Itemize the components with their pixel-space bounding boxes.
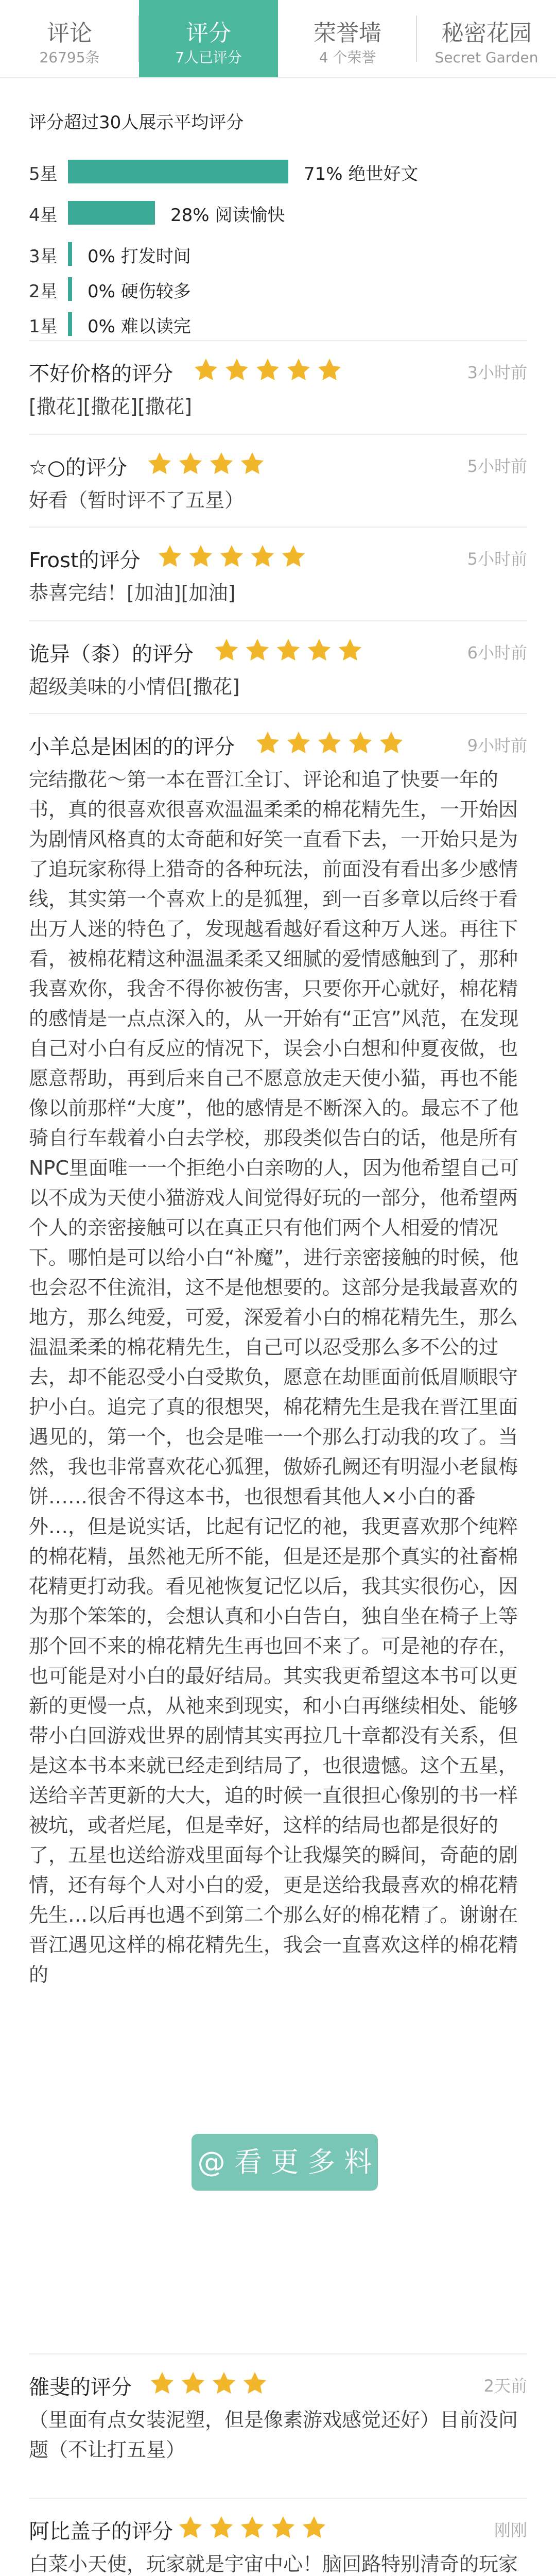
star-icon: [146, 450, 173, 477]
review-time: 刚刚: [494, 2520, 527, 2540]
reviewer-name[interactable]: 阿比盖子的评分: [29, 2520, 173, 2544]
review-divider: [29, 340, 527, 341]
review-item: [29, 355, 527, 421]
reviewer-name[interactable]: 小羊总是困困的的评分: [29, 735, 235, 759]
distribution-desc: 难以读完: [120, 316, 191, 337]
review-divider: [29, 434, 527, 435]
distribution-bar: [68, 242, 72, 266]
star-icon: [316, 357, 343, 383]
star-icon: [270, 2514, 297, 2541]
distribution-label: 2星: [29, 281, 58, 302]
review-header: [29, 449, 527, 480]
distribution-percent: [88, 277, 191, 302]
distribution-desc: 阅读愉快: [215, 205, 285, 226]
reviewer-name[interactable]: 不好价格的评分: [29, 362, 173, 386]
star-icon: [208, 2514, 235, 2541]
distribution-desc: 打发时间: [120, 246, 191, 267]
distribution-desc: 硬伤较多: [120, 281, 191, 302]
review-item: [29, 636, 527, 702]
distribution-bar: [68, 277, 72, 301]
tab-sub: 7人已评分: [175, 49, 242, 66]
distribution-bar: [68, 160, 288, 183]
review-time: 3小时前: [467, 363, 527, 382]
star-icon: [275, 637, 302, 664]
star-icon: [177, 2514, 204, 2541]
star-icon: [211, 2370, 237, 2397]
star-icon: [157, 543, 183, 570]
review-time: 6小时前: [467, 643, 527, 663]
tab-bar: [0, 0, 556, 77]
star-rating: [146, 450, 270, 477]
star-icon: [306, 637, 333, 664]
review-text: 白菜小天使，玩家就是宇宙中心！脑回路特别清奇的玩家: [29, 2553, 518, 2575]
star-rating: [149, 2370, 272, 2397]
tab-label: 评分: [186, 20, 231, 46]
review-item: [29, 2369, 527, 2465]
star-rating: [193, 357, 347, 383]
star-icon: [149, 2370, 176, 2397]
star-icon: [254, 357, 281, 383]
star-icon: [241, 2370, 268, 2397]
star-icon: [254, 730, 281, 756]
review-time: 5小时前: [467, 456, 527, 476]
distribution-label: 3星: [29, 246, 58, 267]
star-icon: [208, 450, 235, 477]
review-text: 恭喜完结！[加油][加油]: [29, 582, 236, 604]
review-header: [29, 542, 527, 573]
distribution-label: 4星: [29, 205, 58, 226]
distribution-percent-value: 71%: [304, 164, 343, 184]
distribution-percent: [304, 160, 418, 185]
review-text: （里面有点女装泥塑，但是像素游戏感觉还好）目前没问题（不让打五星）: [29, 2409, 518, 2461]
distribution-percent: [170, 201, 285, 226]
distribution-label: 5星: [29, 164, 58, 184]
tab-sub: Secret Garden: [435, 49, 538, 66]
star-icon: [187, 543, 214, 570]
star-rating: [157, 543, 311, 570]
star-icon: [239, 2514, 266, 2541]
star-icon: [285, 730, 312, 756]
star-icon: [223, 357, 250, 383]
distribution-row: [29, 239, 544, 270]
star-icon: [218, 543, 245, 570]
star-icon: [280, 543, 307, 570]
tab-label: 秘密花园: [441, 20, 532, 46]
review-header: [29, 728, 527, 759]
review-item: [29, 449, 527, 515]
distribution-percent-value: 0%: [88, 281, 115, 302]
review-header: [29, 355, 527, 386]
tab-underline: [0, 77, 556, 78]
reviewer-name[interactable]: 诡异（桼）的评分: [29, 642, 194, 666]
review-divider: [29, 527, 527, 528]
distribution-percent-value: 28%: [170, 205, 210, 226]
star-icon: [316, 730, 343, 756]
star-rating: [177, 2514, 332, 2541]
review-divider: [29, 713, 527, 714]
tab-ratings[interactable]: [139, 0, 278, 77]
distribution-row: [29, 157, 544, 188]
review-item: [29, 2513, 527, 2576]
star-icon: [378, 730, 405, 756]
reviewer-name[interactable]: 雒斐的评分: [29, 2376, 132, 2399]
star-icon: [180, 2370, 206, 2397]
distribution-bar: [68, 201, 155, 225]
distribution-label: 1星: [29, 316, 58, 337]
review-item: [29, 542, 527, 608]
review-item: [29, 728, 527, 1990]
review-divider: [29, 2498, 527, 2499]
star-icon: [193, 357, 219, 383]
star-icon: [239, 450, 266, 477]
distribution-bar: [68, 312, 72, 336]
star-rating: [213, 637, 368, 664]
review-text: 完结撒花～第一本在晋江全订、评论和追了快要一年的书，真的很喜欢很喜欢温温柔柔的棉花精先生，一开始因为剧情风格真的太奇葩和好笑一直看下去，一开始只是为了追玩家称得上猎奇的各种玩法，前面没有看出多少感情线，其实第一个喜欢上的是狐狸，到一百多章以后终于看出万人迷的特色了，发现越看越好看这种万人迷。再往下看，被棉花精这种温温柔柔又细腻的爱情感触到了，那种我喜欢你，我舍不得你被伤害，只要你开心就好，棉花精的感情是一点点深入的，从一开始有“正宫”风范，在发现自己对小白有反应的情况下，误会小白想和仲夏夜做，也愿意帮助，再到后来自己不愿意放走天使小猫，再也不能像以前那样“大度”，他的感情是不断深入的。最忘不了他骑自行车载着小白去学校，那段类似告白的话，他是所有NPC里面唯一一个拒绝小白亲吻的人，因为他希望自己可以不成为天使小猫游戏人间觉得好玩的一部分，他希望两个人的亲密接触可以在真正只有他们两个人相爱的情况下。哪怕是可以给小白“补魔”，进行亲密接触的时候，他也会忍不住流泪，这不是他想要的。这部分是我最喜欢的地方，那么纯爱，可爱，深爱着小白的棉花精先生，那么温温柔柔的棉花精先生，自己可以忍受那么多不公的过去，却不能忍受小白受欺负，愿意在劫匪面前低眉顺眼守护小白。追完了真的很想哭，棉花精先生是我在晋江里面遇见的，第一个，也会是唯一一个那么打动我的攻了。当然，我也非常喜欢花心狐狸，傲娇孔阙还有明湿小老鼠梅饼……很舍不得这本书，也很想看其他人×小白的番外…，但是说实话，比起有记忆的祂，我更喜欢那个纯粹的棉花精，虽然祂无所不能，但是还是那个真实的社畜棉花精更打动我。看见祂恢复记忆以后，我其实很伤心，因为那个笨笨的，会想认真和小白告白，独自坐在椅子上等那个回不来的棉花精先生再也回不来了。可是祂的存在，也可能是对小白的最好结局。其实我更希望这本书可以更新的更慢一点，从祂来到现实，和小白再继续相处、能够带小白回游戏世界的剧情其实再拉几十章都没有关系，但是这本书本来就已经走到结局了，也很遗憾。这个五星，送给辛苦更新的大大，追的时候一直很担心像别的书一样被坑，或者烂尾，但是幸好，这样的结局也都是很好的了，五星也送给游戏里面每个让我爆笑的瞬间，奇葩的剧情，还有每个人对小白的爱，更是送给我最喜欢的棉花精先生…以后再也遇不到第二个那么好的棉花精了。谢谢在晋江遇见这样的棉花精先生，我会一直喜欢这样的棉花精的: [29, 768, 519, 1986]
distribution-row: [29, 274, 544, 305]
star-rating: [254, 730, 409, 756]
tab-sub: 4 个荣誉: [319, 49, 376, 66]
review-divider: [29, 620, 527, 621]
distribution-row: [29, 309, 544, 340]
tab-secret-garden[interactable]: [417, 0, 556, 77]
tab-label: 荣誉墙: [314, 20, 381, 46]
reviewer-name[interactable]: Frost的评分: [29, 549, 141, 572]
review-time: 2天前: [483, 2376, 527, 2396]
review-header: [29, 2513, 527, 2544]
review-text: [撒花][撒花][撒花]: [29, 395, 192, 418]
reviewer-name[interactable]: ☆○的评分: [29, 456, 127, 480]
distribution-percent-value: 0%: [88, 316, 115, 337]
distribution-desc: 绝世好文: [348, 164, 419, 184]
star-icon: [285, 357, 312, 383]
review-text: 超级美味的小情侣[撒花]: [29, 675, 240, 698]
review-divider: [29, 2353, 527, 2354]
review-header: [29, 2369, 527, 2400]
tab-sub: 26795条: [39, 49, 100, 66]
star-icon: [177, 450, 204, 477]
review-text: 好看（暂时评不了五星）: [29, 489, 245, 512]
distribution-percent: [88, 242, 191, 267]
tab-label: 评论: [47, 20, 92, 46]
tab-comments[interactable]: [0, 0, 139, 77]
review-time: 9小时前: [467, 736, 527, 755]
star-icon: [337, 637, 363, 664]
tab-honor-wall[interactable]: [278, 0, 417, 77]
star-icon: [347, 730, 374, 756]
distribution-row: [29, 198, 544, 229]
watermark: @ 看 更 多 料: [192, 2134, 378, 2191]
star-icon: [213, 637, 240, 664]
distribution-percent-value: 0%: [88, 246, 115, 267]
review-header: [29, 636, 527, 667]
star-icon: [249, 543, 276, 570]
rating-note: 评分超过30人展示平均评分: [29, 112, 244, 133]
star-icon: [301, 2514, 327, 2541]
star-icon: [244, 637, 271, 664]
review-time: 5小时前: [467, 549, 527, 569]
distribution-percent: [88, 312, 191, 337]
